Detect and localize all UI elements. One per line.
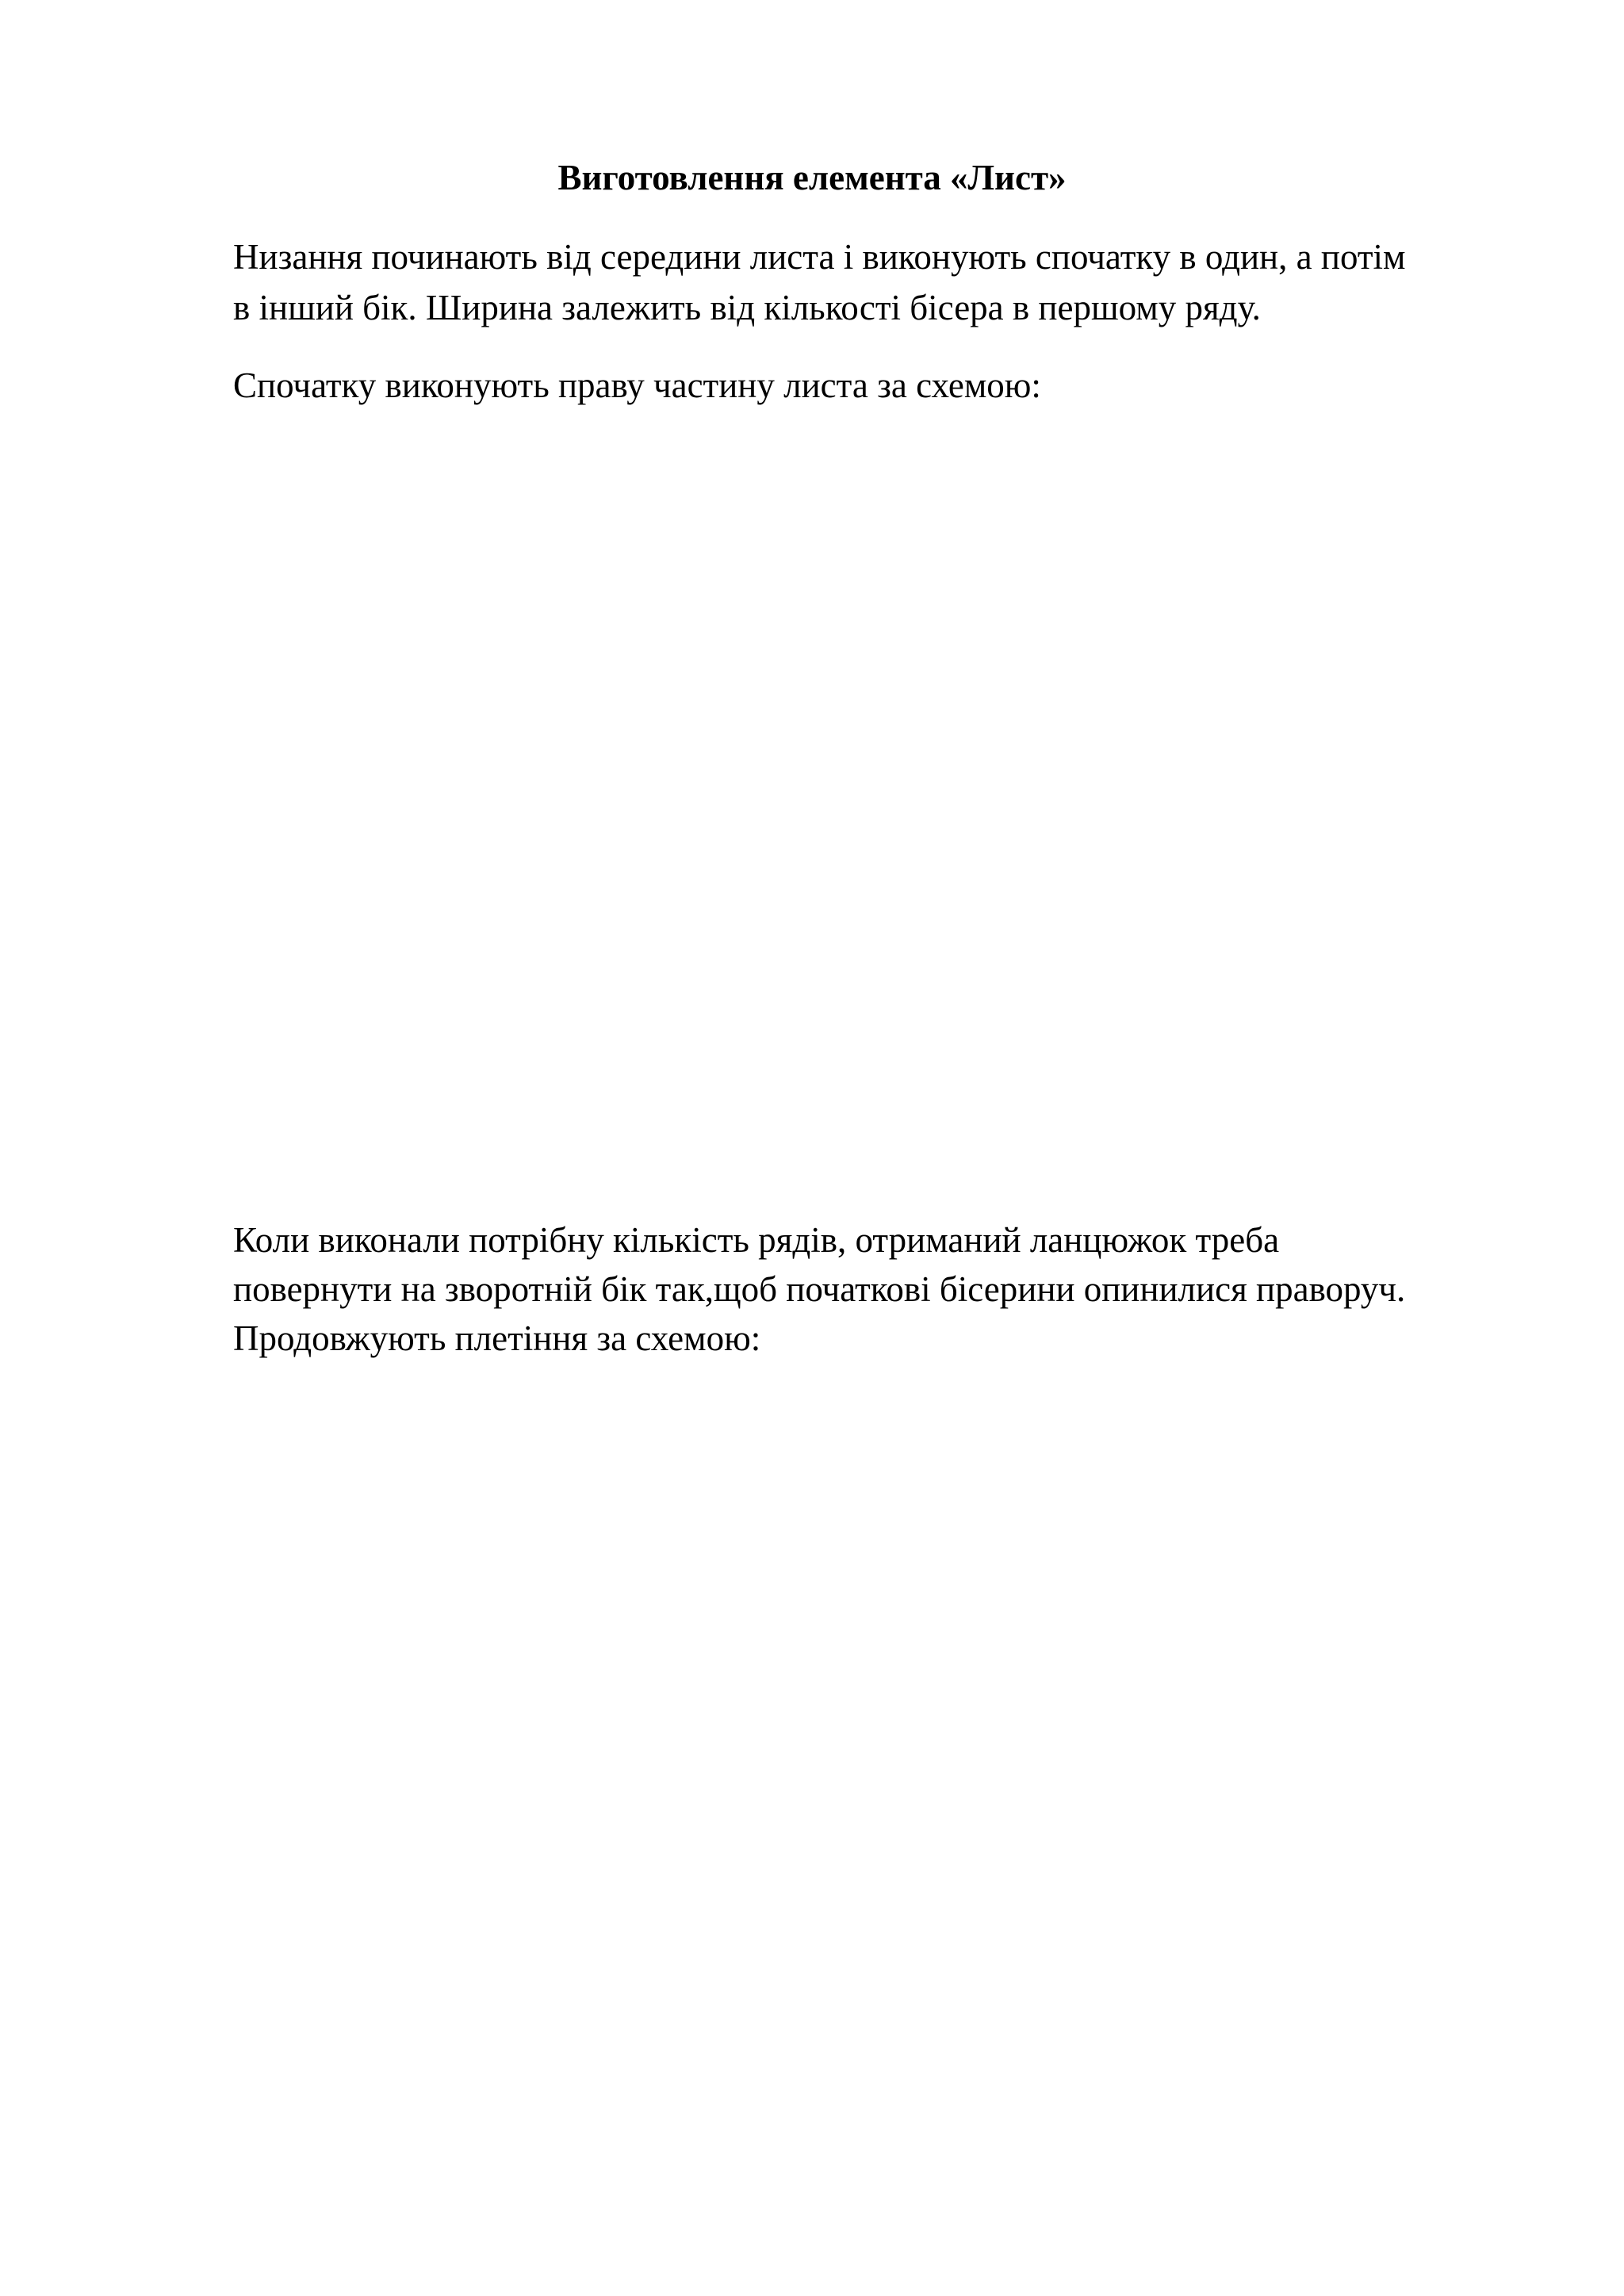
page-title: Виготовлення елемента «Лист» <box>557 158 1067 197</box>
paragraph-1-line-2: в інший бік. Ширина залежить від кількості бісера в першому ряду. <box>233 288 1261 327</box>
paragraph-3-line-2: повернути на зворотній бік так,щоб початкові бісерини опинилися праворуч. <box>233 1269 1406 1309</box>
paragraph-3-line-1: Коли виконали потрібну кількість рядів, отриманий ланцюжок треба <box>233 1220 1280 1260</box>
paragraph-1-line-1: Низання починають від середини листа і виконують спочатку в один, а потім <box>233 237 1406 277</box>
paragraph-2-line-1: Спочатку виконують праву частину листа за схемою: <box>233 365 1041 405</box>
paragraph-3-line-3: Продовжують плетіння за схемою: <box>233 1318 761 1358</box>
